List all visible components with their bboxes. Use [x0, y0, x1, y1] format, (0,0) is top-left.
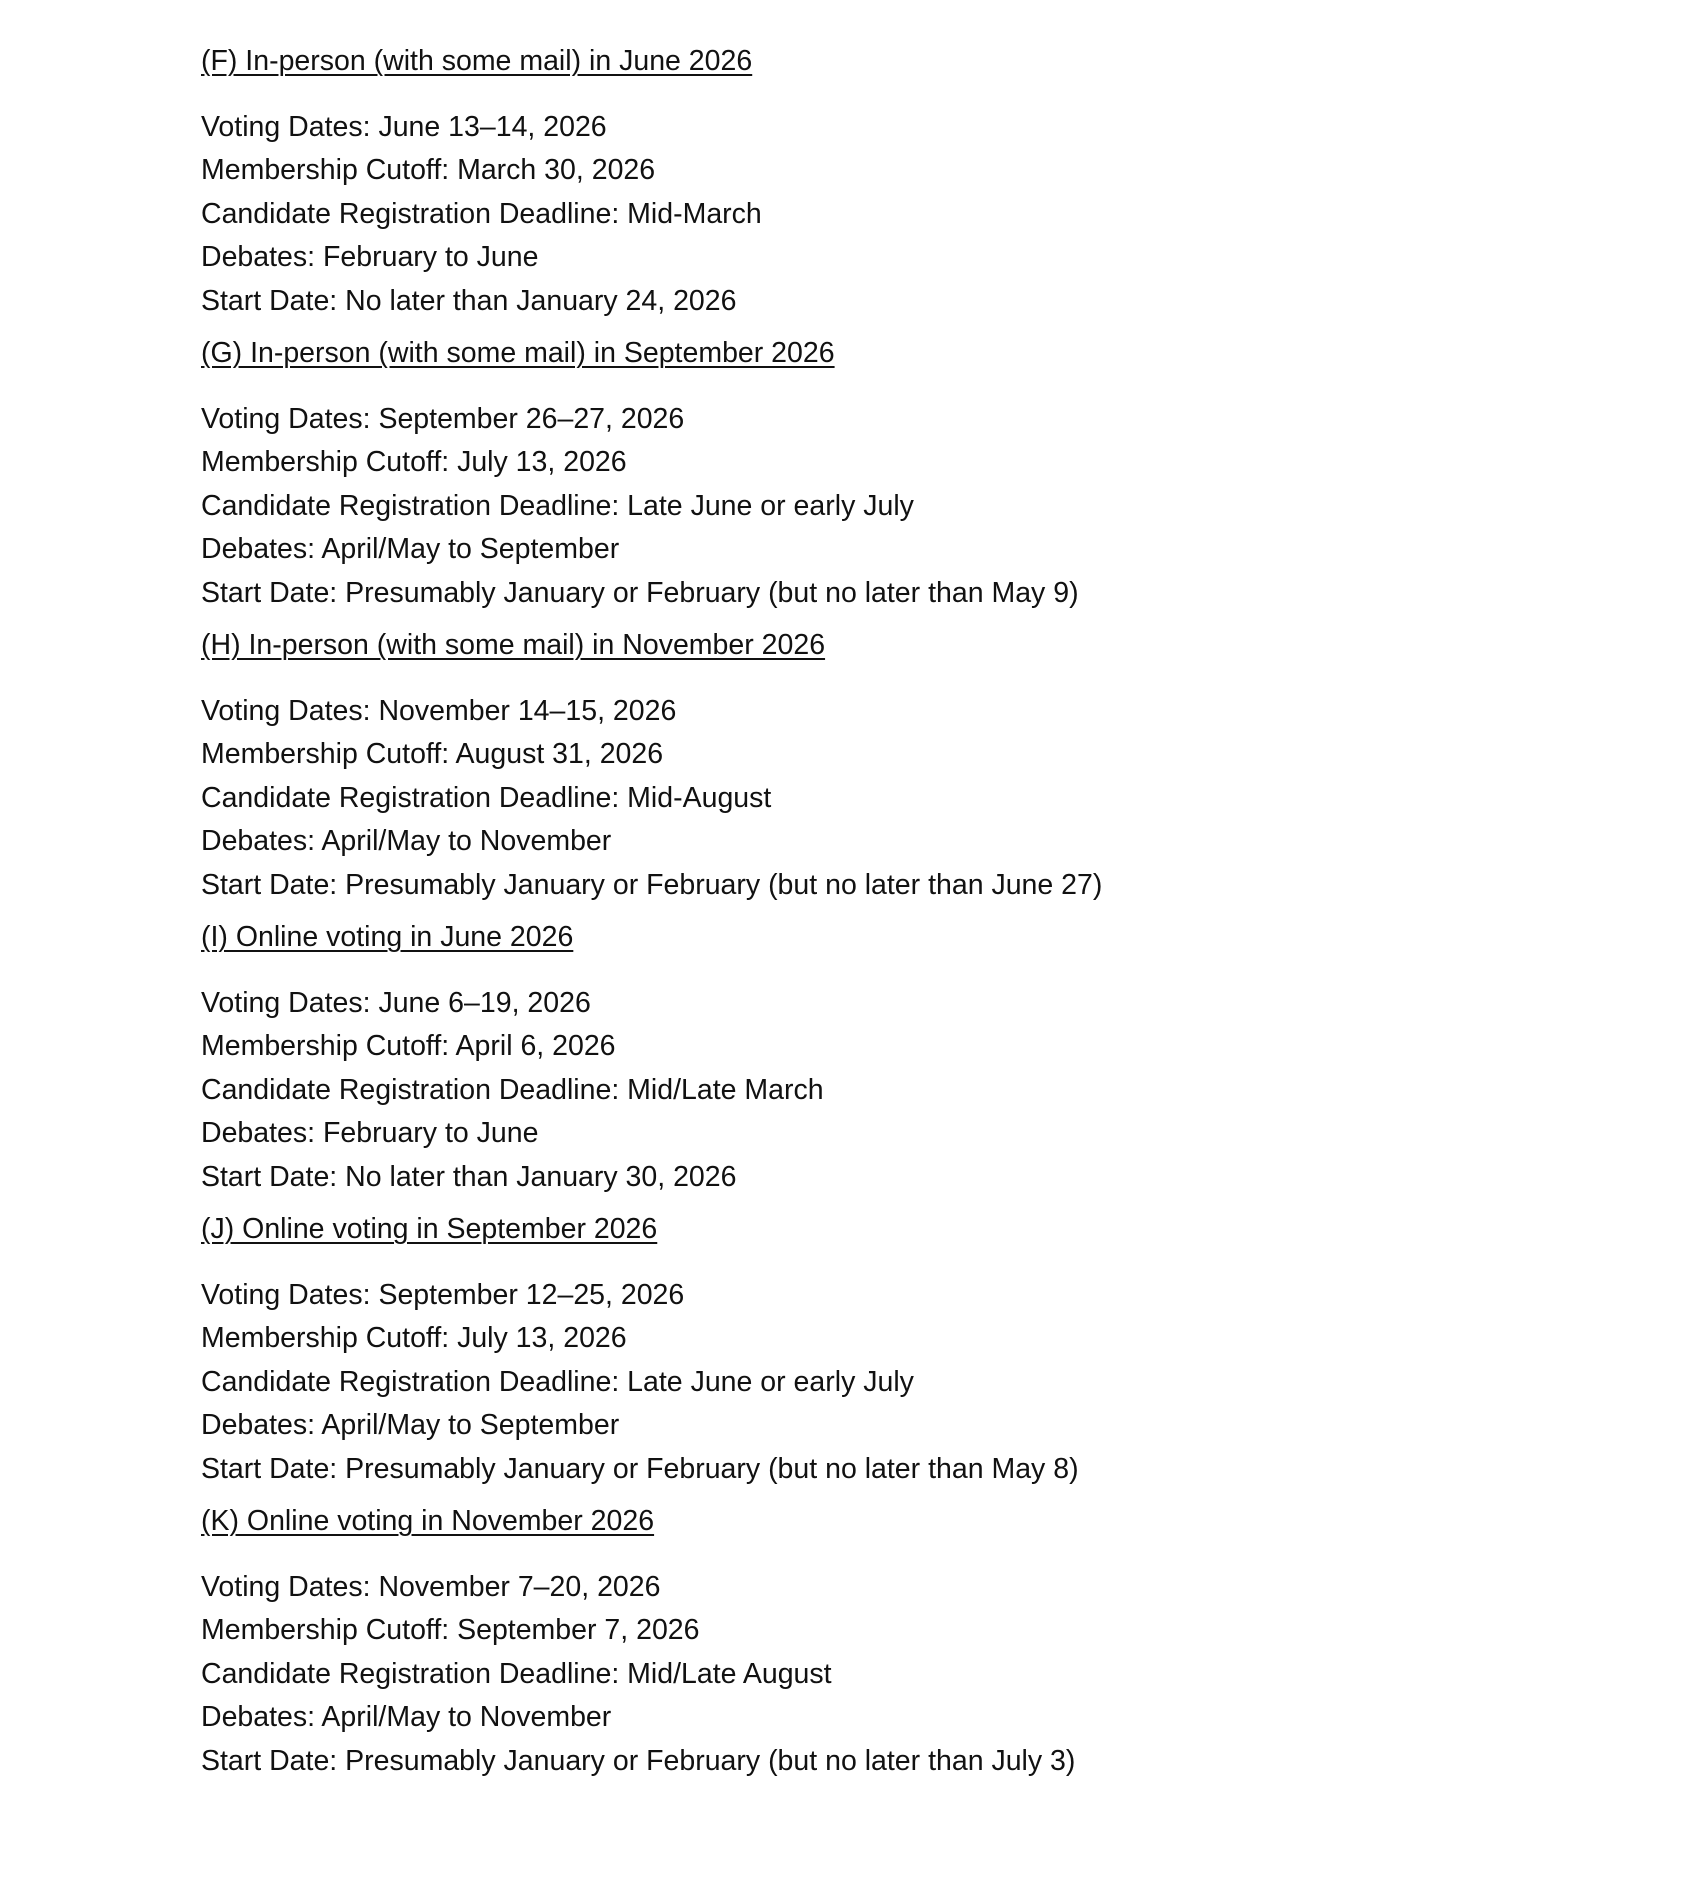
candidate-registration-deadline: Candidate Registration Deadline: Mid-March	[201, 197, 762, 230]
section-heading: (I) Online voting in June 2026	[201, 921, 574, 953]
candidate-registration-deadline: Candidate Registration Deadline: Mid/Late March	[201, 1073, 824, 1106]
voting-dates: Voting Dates: September 26–27, 2026	[201, 402, 685, 435]
start-date: Start Date: Presumably January or February (but no later than May 9)	[201, 576, 1079, 609]
section-heading: (F) In-person (with some mail) in June 2026	[201, 45, 753, 77]
candidate-registration-deadline: Candidate Registration Deadline: Mid/Late August	[201, 1657, 832, 1690]
section-h	[201, 624, 1601, 907]
candidate-registration-deadline: Candidate Registration Deadline: Late June or early July	[201, 1365, 914, 1398]
debates: Debates: April/May to September	[201, 1409, 620, 1441]
voting-dates: Voting Dates: June 6–19, 2026	[201, 986, 591, 1019]
debates: Debates: April/May to November	[201, 825, 612, 857]
membership-cutoff: Membership Cutoff: April 6, 2026	[201, 1030, 616, 1062]
section-heading: (J) Online voting in September 2026	[201, 1213, 658, 1245]
debates: Debates: April/May to September	[201, 533, 620, 565]
start-date: Start Date: Presumably January or February (but no later than May 8)	[201, 1452, 1079, 1485]
voting-dates: Voting Dates: September 12–25, 2026	[201, 1278, 685, 1311]
section-f	[201, 40, 1601, 323]
membership-cutoff: Membership Cutoff: July 13, 2026	[201, 446, 627, 478]
candidate-registration-deadline: Candidate Registration Deadline: Mid-August	[201, 781, 772, 814]
section-heading: (H) In-person (with some mail) in November 2026	[201, 629, 826, 661]
document-body	[201, 40, 1601, 1792]
section-k	[201, 1500, 1601, 1783]
section-heading: (G) In-person (with some mail) in September 2026	[201, 337, 835, 369]
membership-cutoff: Membership Cutoff: August 31, 2026	[201, 738, 664, 770]
membership-cutoff: Membership Cutoff: March 30, 2026	[201, 154, 656, 186]
voting-dates: Voting Dates: November 7–20, 2026	[201, 1570, 661, 1603]
debates: Debates: February to June	[201, 1117, 539, 1149]
section-heading: (K) Online voting in November 2026	[201, 1505, 655, 1537]
membership-cutoff: Membership Cutoff: July 13, 2026	[201, 1322, 627, 1354]
start-date: Start Date: No later than January 24, 2026	[201, 284, 737, 317]
voting-dates: Voting Dates: November 14–15, 2026	[201, 694, 677, 727]
debates: Debates: April/May to November	[201, 1701, 612, 1733]
section-g	[201, 332, 1601, 615]
debates: Debates: February to June	[201, 241, 539, 273]
start-date: Start Date: Presumably January or February (but no later than June 27)	[201, 868, 1103, 901]
section-j	[201, 1208, 1601, 1491]
start-date: Start Date: No later than January 30, 2026	[201, 1160, 737, 1193]
section-i	[201, 916, 1601, 1199]
candidate-registration-deadline: Candidate Registration Deadline: Late June or early July	[201, 489, 914, 522]
voting-dates: Voting Dates: June 13–14, 2026	[201, 110, 607, 143]
membership-cutoff: Membership Cutoff: September 7, 2026	[201, 1614, 700, 1646]
start-date: Start Date: Presumably January or February (but no later than July 3)	[201, 1744, 1076, 1777]
